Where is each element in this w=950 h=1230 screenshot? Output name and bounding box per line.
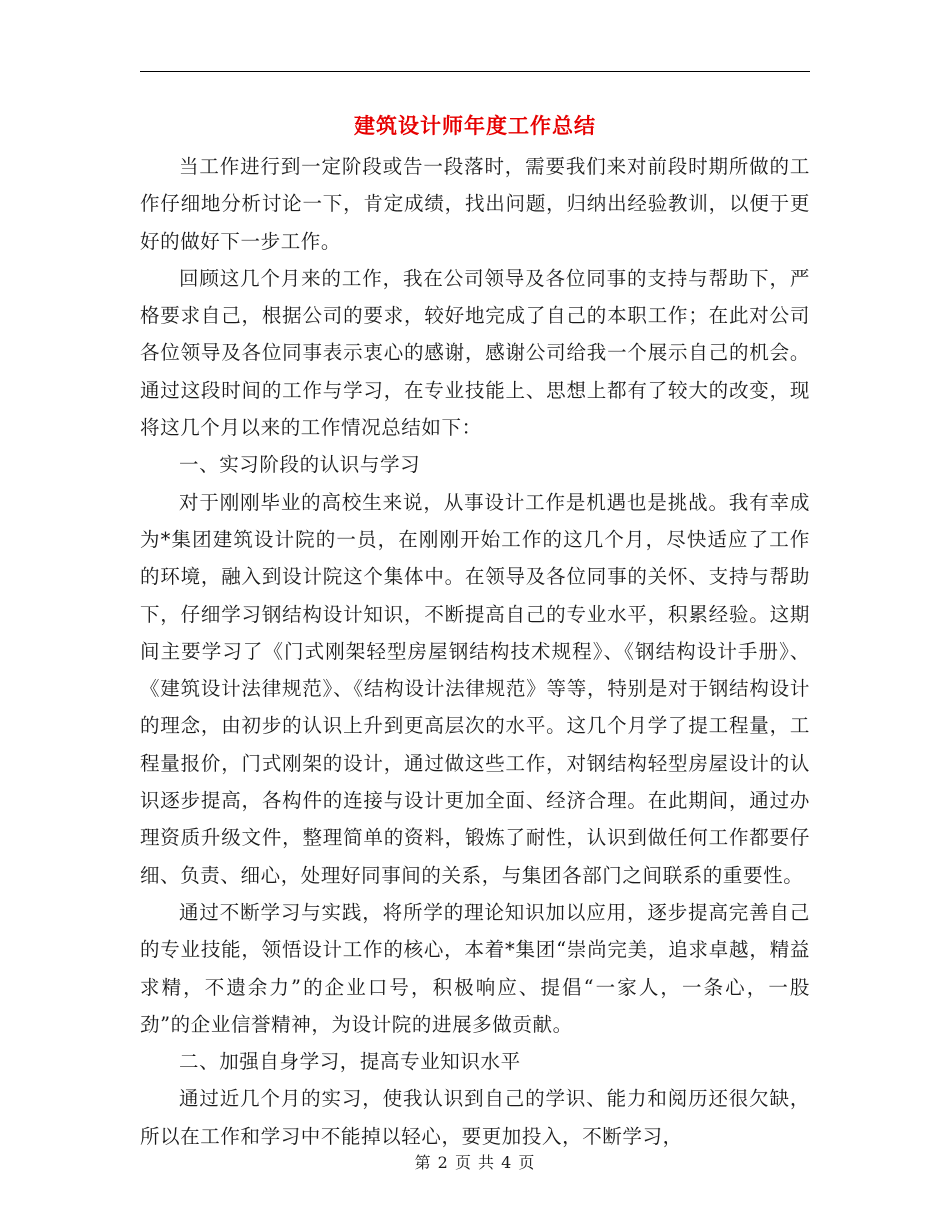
document-body bbox=[140, 148, 810, 1155]
document-title: 建筑设计师年度工作总结 bbox=[354, 113, 596, 138]
paragraph-practice: 通过不断学习与实践，将所学的理论知识加以应用，逐步提高完善自己的专业技能，领悟设计工作的核心，本着*集团“崇尚完美，追求卓越，精益求精，不遗余力”的企业口号，积极响应、提倡“一家人，一条心，一股劲”的企业信誉精神，为设计院的进展多做贡献。 bbox=[140, 900, 810, 1036]
paragraph-internship: 对于刚刚毕业的高校生来说，从事设计工作是机遇也是挑战。我有幸成为*集团建筑设计院的一员，在刚刚开始工作的这几个月，尽快适应了工作的环境，融入到设计院这个集体中。在领导及各位同事的关怀、支持与帮助下，仔细学习钢结构设计知识，不断提高自己的专业水平，积累经验。这期间主要学习了《门式刚架轻型房屋钢结构技术规程》、《钢结构设计手册》、《建筑设计法律规范》、《结构设计法律规范》等等，特别是对于钢结构设计的理念，由初步的认识上升到更高层次的水平。这几个月学了提工程量，工程量报价，门式刚架的设计，通过做这些工作，对钢结构轻型房屋设计的认识逐步提高，各构件的连接与设计更加全面、经济合理。在此期间，通过办理资质升级文件，整理简单的资料，锻炼了耐性，认识到做任何工作都要仔细、负责、细心，处理好同事间的关系，与集团各部门之间联系的重要性。 bbox=[140, 490, 810, 887]
section-heading-2: 二、加强自身学习，提高专业知识水平 bbox=[179, 1050, 521, 1074]
section-heading-1: 一、实习阶段的认识与学习 bbox=[179, 453, 421, 477]
paragraph-review: 回顾这几个月来的工作，我在公司领导及各位同事的支持与帮助下，严格要求自己，根据公司的要求，较好地完成了自己的本职工作；在此对公司各位领导及各位同事表示衷心的感谢，感谢公司给我一个展示自己的机会。通过这段时间的工作与学习，在专业技能上、思想上都有了较大的改变，现将这几个月以来的工作情况总结如下： bbox=[140, 266, 810, 440]
page-number: 第 2 页 共 4 页 bbox=[414, 1153, 536, 1172]
header-rule bbox=[140, 71, 810, 72]
paragraph-intro: 当工作进行到一定阶段或告一段落时，需要我们来对前段时期所做的工作仔细地分析讨论一下，肯定成绩，找出问题，归纳出经验教训，以便于更好的做好下一步工作。 bbox=[140, 155, 810, 253]
paragraph-self-study: 通过近几个月的实习，使我认识到自己的学识、能力和阅历还很欠缺，所以在工作和学习中不能掉以轻心，要更加投入，不断学习， bbox=[140, 1087, 810, 1148]
